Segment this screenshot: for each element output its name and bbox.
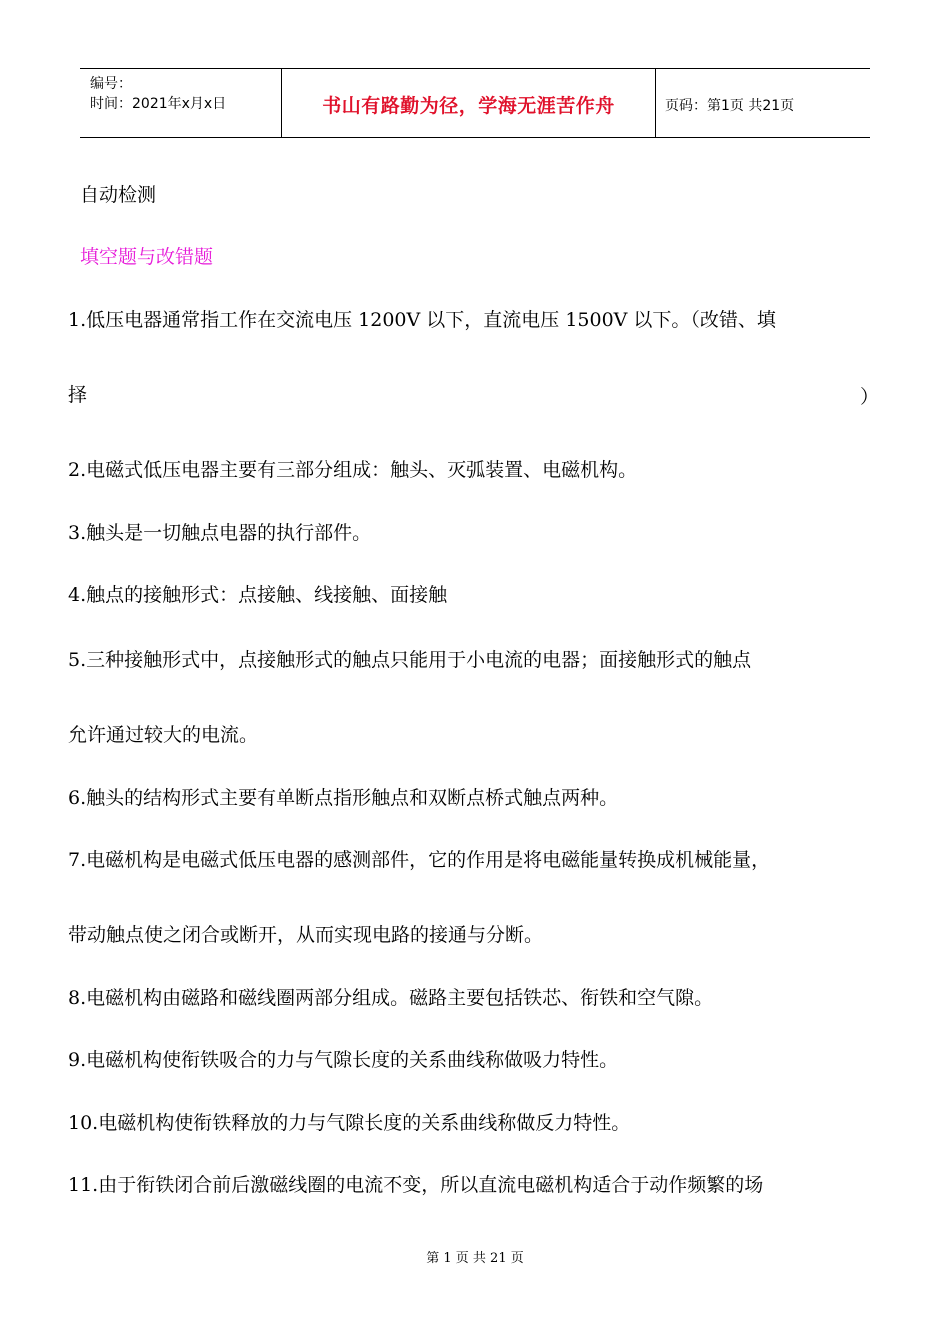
header-right-cell bbox=[655, 69, 870, 137]
text-line: 3.触头是一切触点电器的执行部件。 bbox=[68, 522, 372, 544]
text-line: 4.触点的接触形式：点接触、线接触、面接触 bbox=[68, 584, 448, 606]
text-line: 2.电磁式低压电器主要有三部分组成：触头、灭弧装置、电磁机构。 bbox=[68, 459, 638, 481]
header-center-cell bbox=[281, 69, 656, 137]
document-title: 自动检测 bbox=[80, 184, 157, 206]
section-title: 填空题与改错题 bbox=[80, 246, 214, 268]
text-line: 择 bbox=[68, 384, 88, 406]
text-line: 7.电磁机构是电磁式低压电器的感测部件，它的作用是将电磁能量转换成机械能量， bbox=[68, 849, 771, 871]
text-line: 1.低压电器通常指工作在交流电压 1200V 以下，直流电压 1500V 以下。（改错、填 bbox=[68, 309, 776, 331]
date-label: 时间：2021年x月x日 bbox=[90, 96, 227, 112]
page-footer: 第 1 页 共 21 页 bbox=[426, 1251, 524, 1266]
text-line: 6.触头的结构形式主要有单断点指形触点和双断点桥式触点两种。 bbox=[68, 787, 619, 809]
text-line: 11.由于衔铁闭合前后激磁线圈的电流不变，所以直流电磁机构适合于动作频繁的场 bbox=[68, 1174, 764, 1196]
page-info: 页码：第1页 共21页 bbox=[665, 98, 795, 114]
header-motto: 书山有路勤为径，学海无涯苦作舟 bbox=[322, 95, 615, 117]
closing-paren: ） bbox=[860, 386, 880, 408]
text-line: 9.电磁机构使衔铁吸合的力与气隙长度的关系曲线称做吸力特性。 bbox=[68, 1049, 619, 1071]
text-line: 允许通过较大的电流。 bbox=[68, 724, 259, 746]
text-line: 10.电磁机构使衔铁释放的力与气隙长度的关系曲线称做反力特性。 bbox=[68, 1112, 631, 1134]
number-label: 编号： bbox=[90, 76, 132, 92]
header-left-cell bbox=[80, 69, 281, 137]
text-line: 5.三种接触形式中，点接触形式的触点只能用于小电流的电器；面接触形式的触点 bbox=[68, 649, 752, 671]
text-line: 8.电磁机构由磁路和磁线圈两部分组成。磁路主要包括铁芯、衔铁和空气隙。 bbox=[68, 987, 714, 1009]
text-line: 带动触点使之闭合或断开，从而实现电路的接通与分断。 bbox=[68, 924, 544, 946]
page-header bbox=[80, 68, 870, 138]
